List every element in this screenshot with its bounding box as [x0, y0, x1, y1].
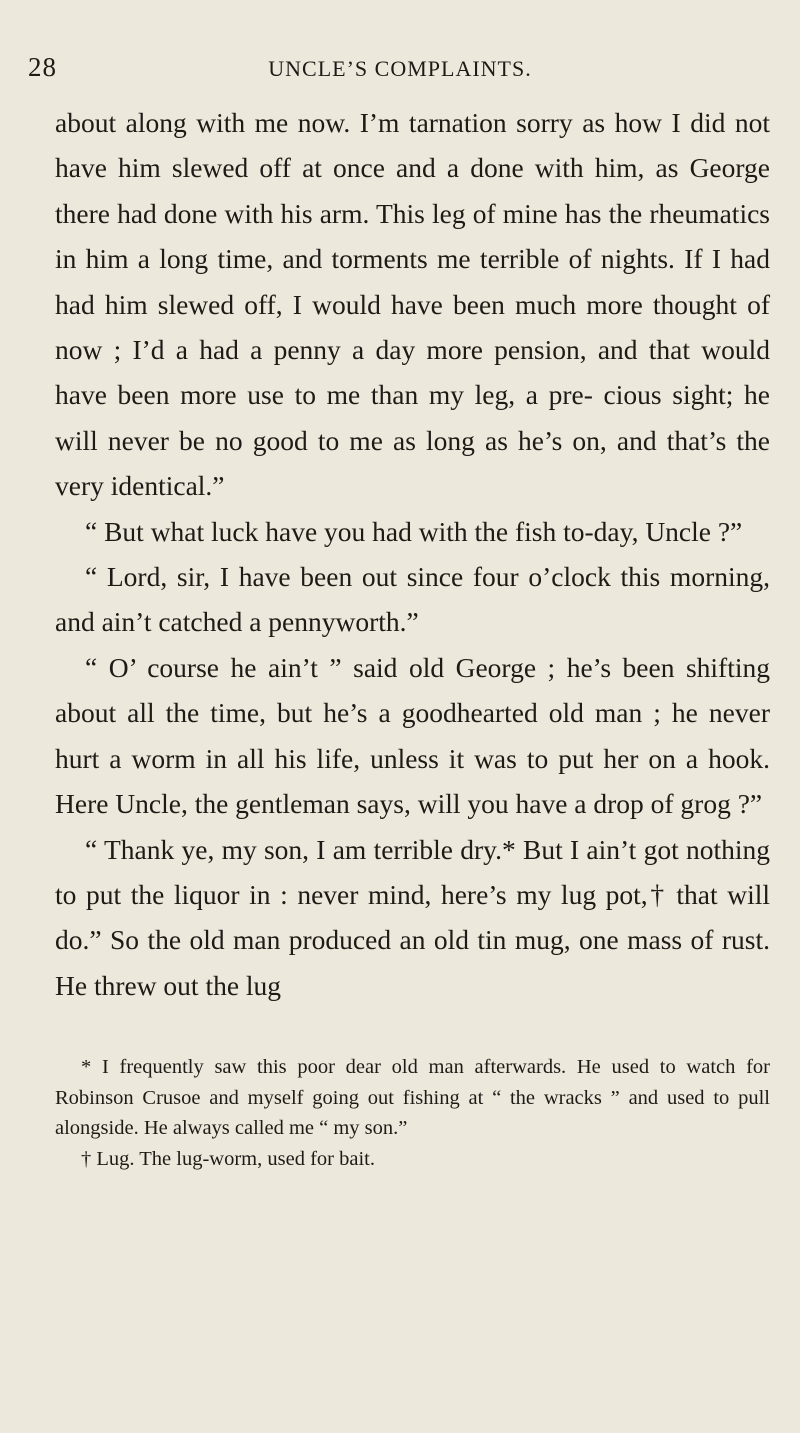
page-number: 28: [28, 52, 57, 82]
page-header: [28, 52, 772, 92]
paragraph: “ O’ course he ain’t ” said old George ; he’s been shifting about all the time, but he’s a goodhearted old man ; he never hurt a worm in all his life, unless it was to put her on a hook. Here Uncle, the gentleman says, will you have a drop of grog ?”: [55, 651, 770, 820]
footnotes: [55, 1052, 770, 1174]
footnote: * I frequently saw this poor dear old man afterwards. He used to watch for Robinson Crusoe and myself going out fishing at “ the wracks ” and used to pull alongside. He always called me “ my son.”: [55, 1056, 770, 1139]
paragraph: “ But what luck have you had with the fish to-day, Uncle ?”: [85, 515, 743, 547]
body-text: [55, 100, 770, 1008]
paragraph: “ Thank ye, my son, I am terrible dry.* But I ain’t got nothing to put the liquor in : never mind, here’s my lug pot,† that will do.” So the old man produced an old tin mug, one mass of rust. He threw out the lug: [55, 833, 770, 1001]
footnote: † Lug. The lug-worm, used for bait.: [81, 1147, 375, 1170]
running-head: UNCLE’S COMPLAINTS.: [268, 56, 532, 81]
paragraph: “ Lord, sir, I have been out since four o’clock this morning, and ain’t catched a pennyworth.”: [55, 561, 770, 638]
paragraph: about along with me now. I’m tarnation sorry as how I did not have him slewed off at once and a done with him, as George there had done with his arm. This leg of mine has the rheumatics in him a long time, and torments me terrible of nights. If I had had him slewed off, I would have been much more thought of now ; I’d a had a penny a day more pension, and that would have been more use to me than my leg, a pre- cious sight; he will never be no good to me as long as he’s on, and that’s the very identical.”: [55, 107, 770, 502]
